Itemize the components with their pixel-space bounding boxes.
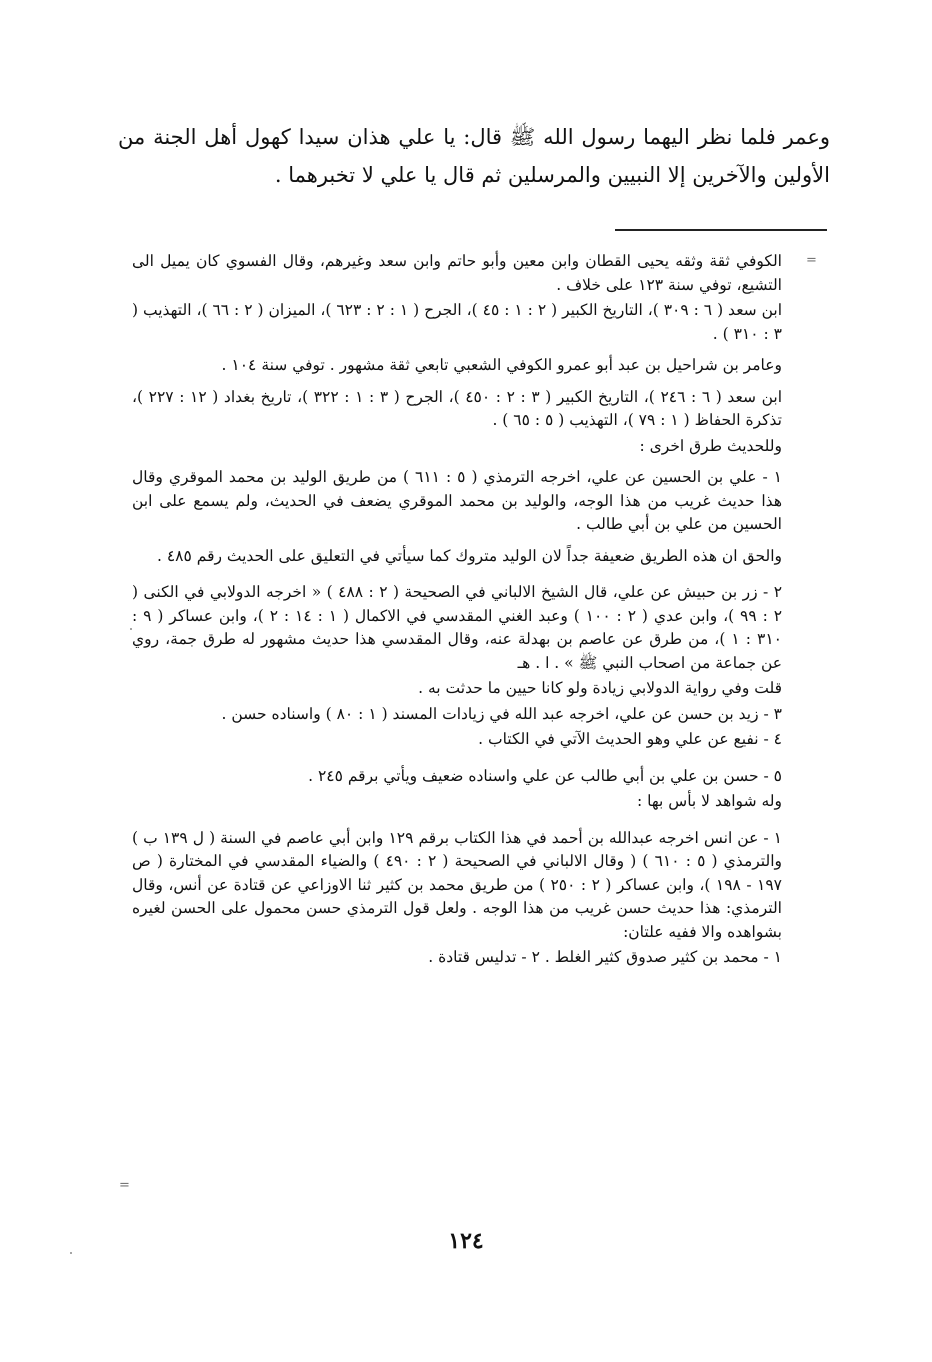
footnote-amir-bio: وعامر بن شراحيل بن عبد أبو عمرو الكوفي الشعبي تابعي ثقة مشهور . توفي سنة ١٠٤ .	[221, 356, 782, 374]
margin-mark-top: =	[806, 253, 817, 268]
footnote-path-1: ١ - علي بن الحسين عن علي، اخرجه الترمذي ( ٥ : ٦١١ ) من طريق الوليد بن محمد الموقري وقال هذا حديث غريب من هذا الوجه، والوليد بن محمد الموقري يضعف في الحديث، ولم يسمع على ابن الحسين من علي بن أبي طالب .	[132, 468, 782, 533]
footnote-witnesses-heading: وله شواهد لا بأس بها :	[637, 792, 782, 810]
footnote-sources-2: ابن سعد ( ٦ : ٢٤٦ )، التاريخ الكبير ( ٣ : ٢ : ٤٥٠ )، الجرح ( ٣ : ١ : ٣٢٢ )، تاريخ بغداد ( ١٢ : ٢٢٧ )، تذكرة الحفاظ ( ١ : ٧٩ )، التهذيب ( ٥ : ٦٥ ) .	[132, 387, 783, 429]
footnote-witness-1: ١ - عن انس اخرجه عبدالله بن أحمد في هذا الكتاب برقم ١٢٩ وابن أبي عاصم في السنة ( ل ١٣٩ ب ) والترمذي ( ٥ : ٦١٠ ) ( وقال الالباني في الصحيحة ( ٢ : ٤٩٠ ) والضياء المقدسي في المختارة ( ص ١٩٧ - ١٩٨ )، وابن عساكر ( ٢ : ٢٥٠ ) من طريق محمد بن كثير ثنا الاوزاعي عن قتادة عن أنس، وقال الترمذي: هذا حديث حسن غريب من هذا الوجه . ولعل قول الترمذي حسن محمول على الحسن لغيره بشواهده والا ففيه علتان:	[132, 828, 782, 941]
scan-speck	[130, 628, 132, 630]
footnote-path-4: ٤ - نفيع عن علي وهو الحديث الآتي في الكتاب .	[478, 730, 782, 748]
footnote-path-5: ٥ - حسن بن علي بن أبي طالب عن علي واسناده ضعيف ويأتي برقم ٢٤٥ .	[308, 766, 782, 785]
scan-speck	[70, 1252, 72, 1254]
footnote-path-3: ٣ - زيد بن حسن عن علي، اخرجه عبد الله في زيادات المسند ( ١ : ٨٠ ) واسناده حسن .	[221, 704, 782, 723]
footnote-narrator-bio: الكوفي ثقة وثقه يحيى القطان وابن معين وأبو حاتم وابن سعد وغيرهم، وقال الفسوي كان يميل الى التشيع، توفي سنة ١٢٣ على خلاف .	[132, 252, 782, 294]
footnotes-block	[132, 250, 782, 972]
footnote-path-2-note: قلت وفي رواية الدولابي زيادة ولو كانا حيين ما حدثت به .	[418, 679, 782, 697]
footnote-path-2: ٢ - زر بن حبيش عن علي، قال الشيخ الالباني في الصحيحة ( ٢ : ٤٨٨ ) « اخرجه الدولابي في الكنى ( ٢ : ٩٩ )، وابن عدي ( ٢ : ١٠٠ ) وعبد الغني المقدسي في الاكمال ( ١ : ١٤ : ٢ )، وابن عساكر ( ٩ : ٣١٠ : ١ )، من طرق عن عاصم بن بهدلة عنه، وقال المقدسي هذا حديث مشهور له طرق جمة، روي عن جماعة من اصحاب النبي ﷺ » . ا . هـ	[132, 583, 783, 672]
main-paragraph: وعمر فلما نظر اليهما رسول الله ﷺ قال: يا علي هذان سيدا كهول أهل الجنة من الأولين والآخرين إلا النبيين والمرسلين ثم قال يا علي لا تخبرهما .	[118, 125, 830, 187]
footnote-other-paths-heading: وللحديث طرق اخرى :	[639, 436, 782, 455]
footnote-path-1-note: والحق ان هذه الطريق ضعيفة جداً لان الوليد متروك كما سيأتي في التعليق على الحديث رقم ٤٨٥ .	[156, 546, 782, 565]
margin-mark-bottom: =	[119, 1178, 130, 1193]
main-text-block	[118, 118, 830, 194]
footnote-witness-1-defects: ١ - محمد بن كثير صدوق كثير الغلط . ٢ - تدليس قتادة .	[428, 948, 782, 966]
footnote-sources-1: ابن سعد ( ٦ : ٣٠٩ )، التاريخ الكبير ( ٢ : ١ : ٤٥ )، الجرح ( ١ : ٢ : ٦٢٣ )، الميزان ( ٢ : ٦٦ )، التهذيب ( ٣ : ٣١٠ ) .	[132, 301, 783, 343]
page-number: ١٢٤	[448, 1228, 484, 1254]
footnote-separator	[615, 229, 827, 231]
